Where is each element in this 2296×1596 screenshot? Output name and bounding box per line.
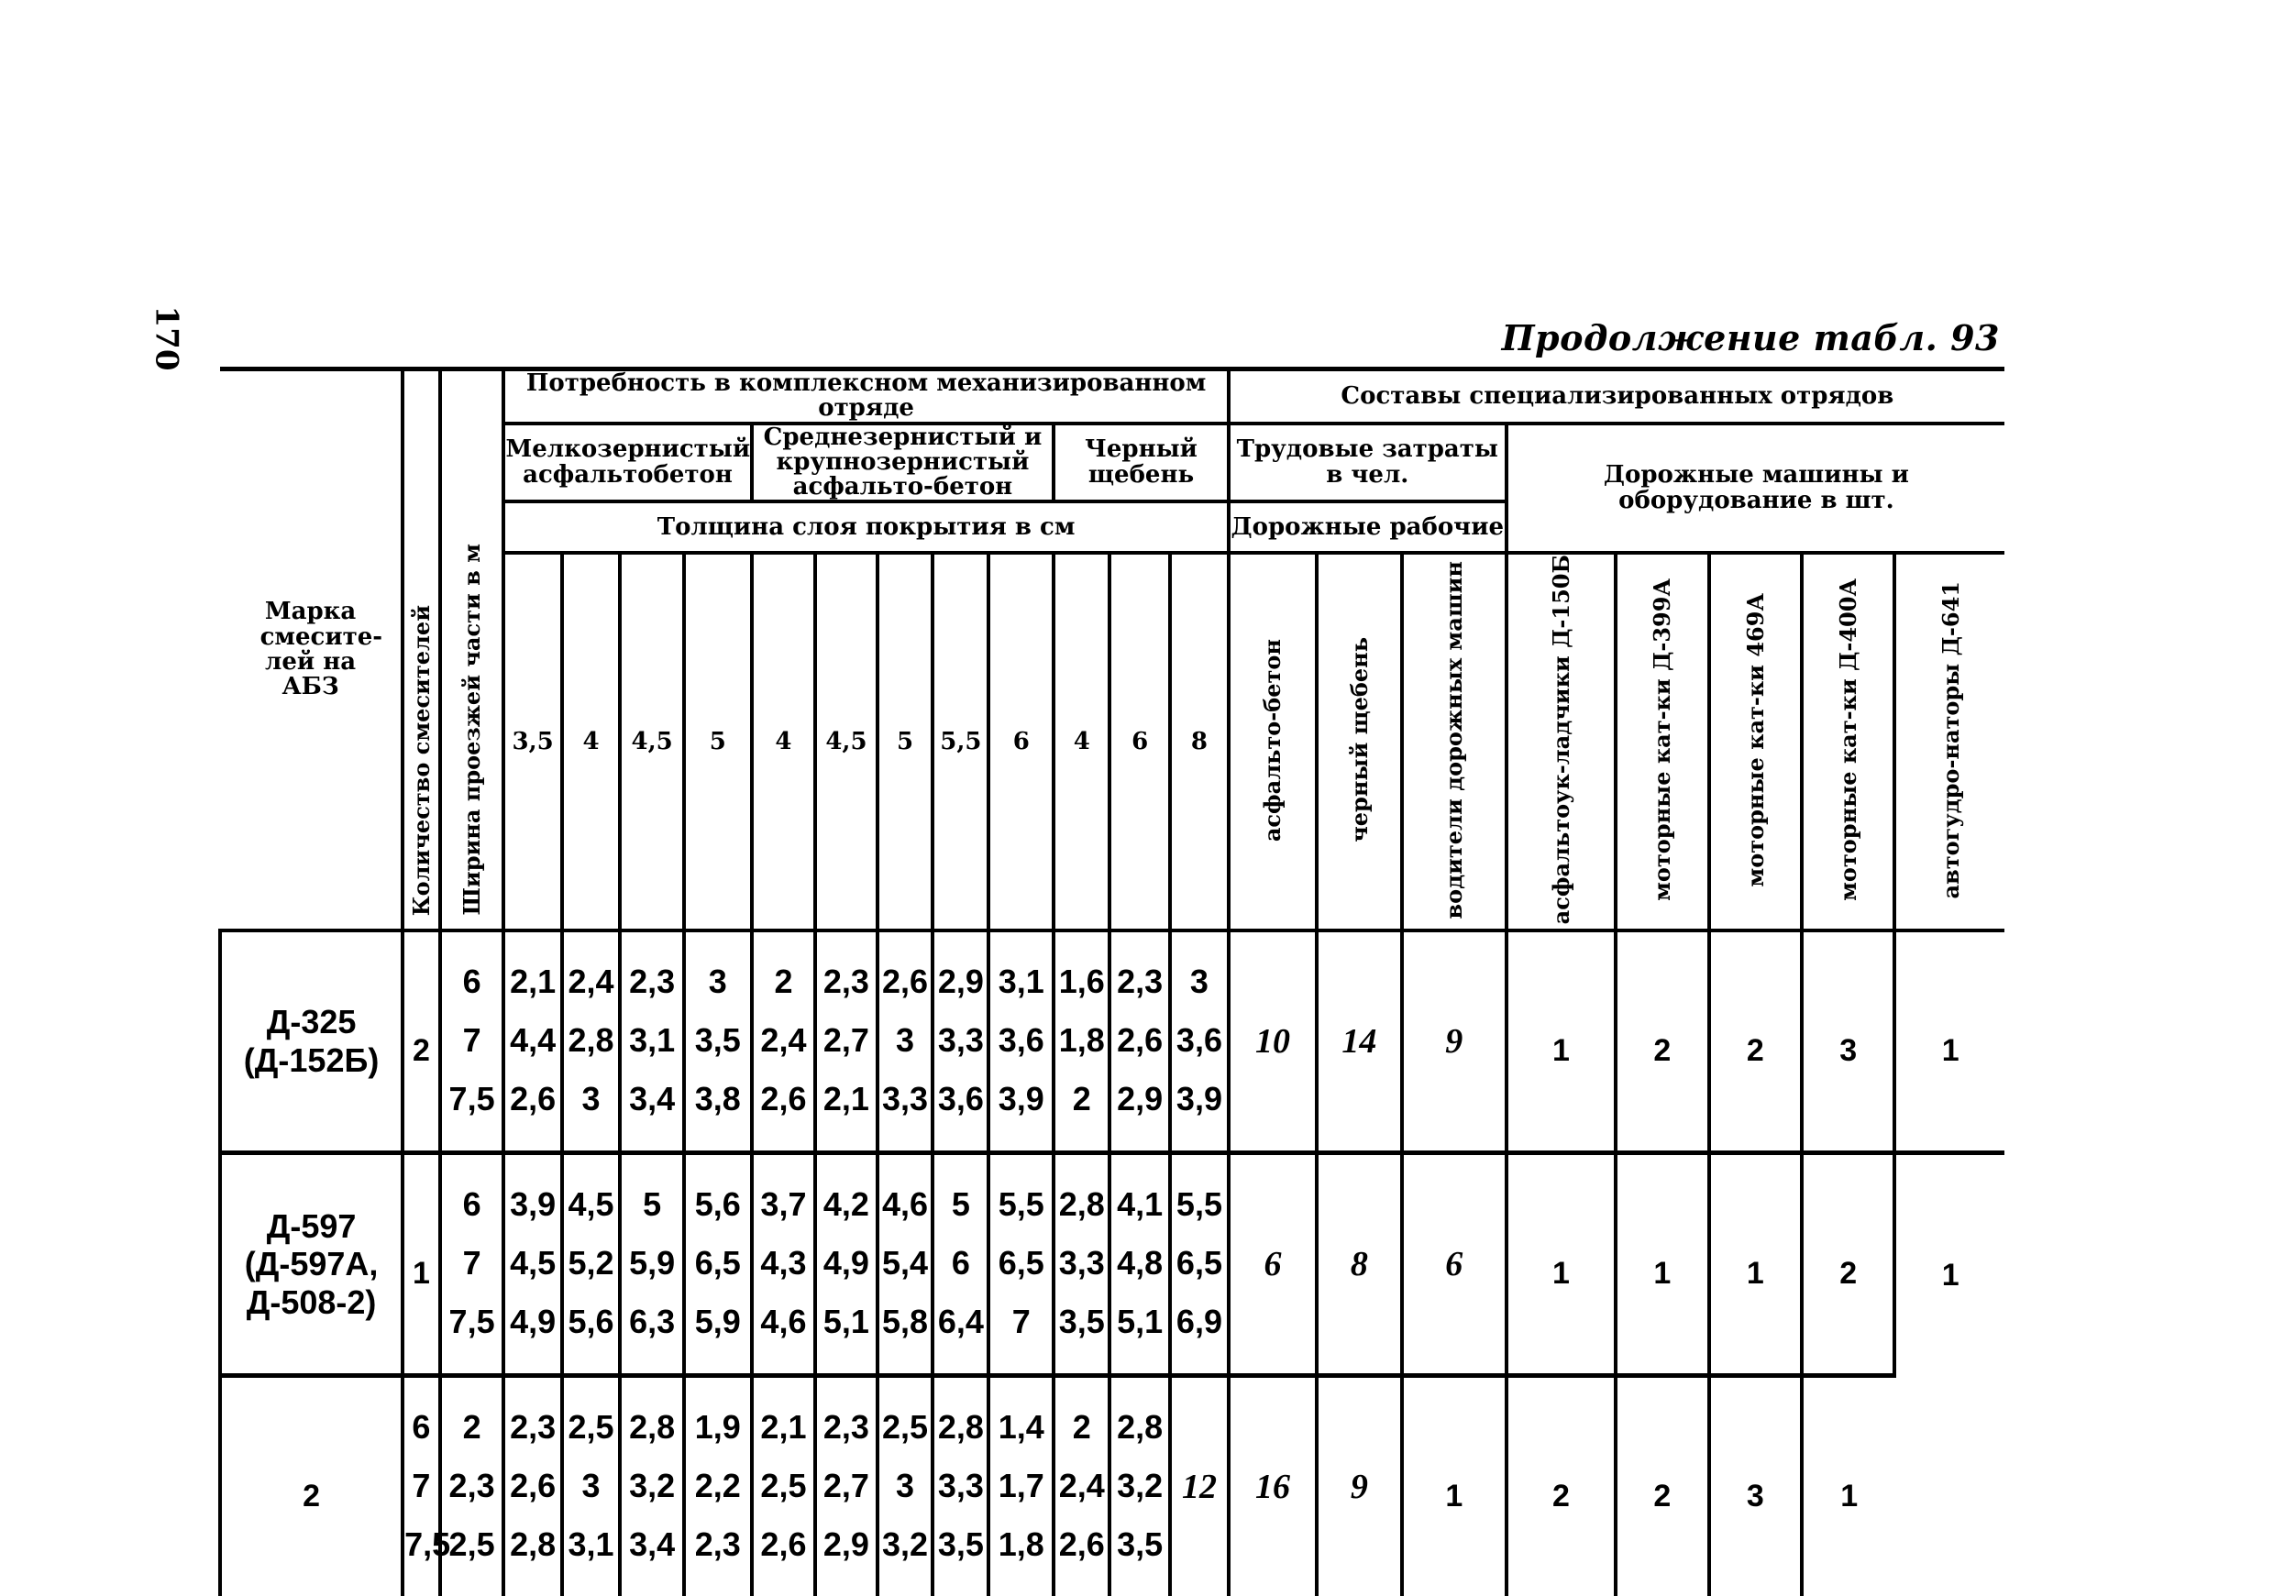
value-cell: 2 [1054,1375,1109,1457]
value-cell: 2,8 [562,1011,620,1070]
need-header: Потребность в комплексном механизированном отряде [503,369,1228,424]
value-cell: 3,5 [684,1011,752,1070]
value-cell: 3,7 [752,1152,816,1234]
value-cell: 4,8 [1109,1234,1170,1293]
width-cell: 7,5 [403,1515,440,1596]
value-cell: 1,8 [988,1515,1054,1596]
labor-drivers: 9 [1317,1375,1402,1596]
value-cell: 3,1 [562,1515,620,1596]
sub-col-header: моторные кат-ки Д-399А [1616,553,1708,930]
machine-count: 1 [1802,1375,1894,1596]
fine-asphalt-header: Мелкозернистый асфальтобетон [503,424,751,502]
value-cell: 2,4 [562,930,620,1011]
col-header-brand [220,369,403,930]
value-cell: 4,1 [1109,1152,1170,1234]
value-cell: 5,4 [878,1234,933,1293]
value-cell: 5 [933,1152,988,1234]
value-cell: 3,5 [1109,1515,1170,1596]
value-cell: 2 [752,930,816,1011]
machine-count: 1 [1402,1375,1507,1596]
width-cell: 7,5 [440,1070,504,1153]
mixer-count: 2 [220,1375,403,1596]
col-header-width [440,369,504,930]
value-cell: 3,3 [1054,1234,1109,1293]
value-cell: 6 [933,1234,988,1293]
sub-col-header: моторные кат-ки Д-400А [1802,553,1894,930]
value-cell: 6,9 [1170,1293,1229,1376]
machine-count: 2 [1709,930,1802,1153]
machine-count: 2 [1802,1152,1894,1375]
value-cell: 3,5 [1054,1293,1109,1376]
value-cell: 3,8 [684,1070,752,1153]
sub-col-header: водители дорожных машин [1402,553,1507,930]
value-cell: 2,3 [503,1375,561,1457]
thickness-header: Толщина слоя покрытия в см [503,501,1228,553]
machine-count: 2 [1507,1375,1616,1596]
mixer-count-label: Количество смесителей [407,604,435,916]
value-cell: 2,5 [440,1515,504,1596]
value-cell: 2,5 [562,1375,620,1457]
machine-count: 1 [1709,1152,1802,1375]
special-header: Составы специализированных отрядов [1229,369,2004,424]
width-cell: 7 [403,1457,440,1515]
thickness-cell: 6 [1109,553,1170,930]
mark-line: Д-597 [266,1206,357,1245]
labor-gravel: 16 [1229,1375,1317,1596]
mark-line: Д-508-2) [246,1282,377,1321]
value-cell: 4,5 [503,1234,561,1293]
machine-count: 3 [1709,1375,1802,1596]
value-cell: 2,6 [752,1070,816,1153]
value-cell: 3,9 [503,1152,561,1234]
value-cell: 3,6 [933,1070,988,1153]
value-cell: 1,8 [1054,1011,1109,1070]
thickness-cell: 5,5 [933,553,988,930]
value-cell: 2,8 [1109,1375,1170,1457]
value-cell: 3,3 [933,1457,988,1515]
value-cell: 2,8 [1054,1152,1109,1234]
value-cell: 2,6 [1109,1011,1170,1070]
value-cell: 6,5 [1170,1234,1229,1293]
value-cell: 2,9 [933,930,988,1011]
labor-header: Трудовые затраты в чел. [1229,424,1507,502]
value-cell: 5,1 [1109,1293,1170,1376]
value-cell: 2 [440,1375,504,1457]
labor-gravel: 14 [1317,930,1402,1153]
machine-count: 1 [1894,930,2004,1153]
value-cell: 5,5 [1170,1152,1229,1234]
value-cell: 3,2 [620,1457,684,1515]
mark-line: Д-325 [266,1003,357,1041]
sub-col-header: автогудро-наторы Д-641 [1894,553,2004,930]
value-cell: 2,4 [1054,1457,1109,1515]
value-cell: 2,8 [503,1515,561,1596]
value-cell: 2,3 [815,930,877,1011]
value-cell: 5,9 [684,1293,752,1376]
group-d325 [220,930,2004,1153]
value-cell: 2,3 [684,1515,752,1596]
value-cell: 3,3 [878,1070,933,1153]
thickness-cell: 4 [1054,553,1109,930]
value-cell: 4,6 [752,1293,816,1376]
road-workers-header: Дорожные рабочие [1229,501,1507,553]
sub-col-header: черный щебень [1317,553,1402,930]
value-cell: 3,9 [988,1070,1054,1153]
machine-count: 1 [1616,1152,1708,1375]
thickness-cell: 4 [562,553,620,930]
value-cell: 3,5 [933,1515,988,1596]
value-cell: 3,9 [1170,1070,1229,1153]
thickness-cell: 4 [752,553,816,930]
value-cell: 3,6 [1170,1011,1229,1070]
value-cell: 4,6 [878,1152,933,1234]
width-cell: 6 [440,930,504,1011]
value-cell: 4,3 [752,1234,816,1293]
mark-cell [220,1152,403,1375]
machine-count: 1 [1507,930,1616,1153]
value-cell: 1,4 [988,1375,1054,1457]
value-cell: 2,4 [752,1011,816,1070]
thickness-cell: 6 [988,553,1054,930]
value-cell: 3 [878,1011,933,1070]
group-d597-count2 [220,1375,2004,1596]
thickness-cell: 8 [1170,553,1229,930]
col-header-mixer-count [403,369,440,930]
value-cell: 3,6 [988,1011,1054,1070]
value-cell: 3 [878,1457,933,1515]
machine-count: 3 [1802,930,1894,1153]
value-cell: 1,6 [1054,930,1109,1011]
value-cell: 2,1 [815,1070,877,1153]
brand-label: Марка смесите-лей на АБЗ [259,598,383,701]
thickness-cell: 4,5 [620,553,684,930]
labor-asphalt: 12 [1170,1375,1229,1596]
machine-count: 1 [1894,1152,2004,1375]
mixer-count: 2 [403,930,440,1153]
value-cell: 3,3 [933,1011,988,1070]
labor-asphalt: 10 [1229,930,1317,1153]
sub-col-header: асфальто-бетон [1229,553,1317,930]
value-cell: 6,3 [620,1293,684,1376]
value-cell: 4,2 [815,1152,877,1234]
value-cell: 3 [562,1070,620,1153]
page-number: 170 [148,305,185,371]
value-cell: 2,5 [752,1457,816,1515]
value-cell: 4,9 [503,1293,561,1376]
machines-header: Дорожные машины и оборудование в шт. [1507,424,2004,554]
value-cell: 3 [1170,930,1229,1011]
mark-cell [220,930,403,1153]
value-cell: 3,4 [620,1515,684,1596]
labor-gravel: 8 [1317,1152,1402,1375]
coarse-asphalt-header: Среднезернистый и крупнозернистый асфальто-бетон [752,424,1054,502]
value-cell: 3,1 [988,930,1054,1011]
labor-drivers: 6 [1402,1152,1507,1375]
width-cell: 7 [440,1011,504,1070]
value-cell: 2,9 [1109,1070,1170,1153]
value-cell: 4,5 [562,1152,620,1234]
machine-count: 1 [1507,1152,1616,1375]
width-cell: 6 [440,1152,504,1234]
width-cell: 7 [440,1234,504,1293]
value-cell: 2,3 [620,930,684,1011]
value-cell: 3,4 [620,1070,684,1153]
value-cell: 2,8 [620,1375,684,1457]
value-cell: 2,2 [684,1457,752,1515]
value-cell: 5 [620,1152,684,1234]
thickness-cell: 5 [878,553,933,930]
data-table [218,367,2004,1596]
value-cell: 3 [562,1457,620,1515]
value-cell: 6,5 [988,1234,1054,1293]
value-cell: 2,6 [1054,1515,1109,1596]
value-cell: 7 [988,1293,1054,1376]
mixer-count: 1 [403,1152,440,1375]
value-cell: 5,8 [878,1293,933,1376]
value-cell: 2,3 [815,1375,877,1457]
value-cell: 6,4 [933,1293,988,1376]
value-cell: 1,9 [684,1375,752,1457]
value-cell: 2 [1054,1070,1109,1153]
mark-line: (Д-152Б) [243,1040,380,1079]
thickness-cell: 5 [684,553,752,930]
value-cell: 3,1 [620,1011,684,1070]
value-cell: 4,9 [815,1234,877,1293]
labor-drivers: 9 [1402,930,1507,1153]
value-cell: 5,9 [620,1234,684,1293]
machine-count: 2 [1616,1375,1708,1596]
value-cell: 6,5 [684,1234,752,1293]
value-cell: 2,3 [1109,930,1170,1011]
value-cell: 2,9 [815,1515,877,1596]
value-cell: 4,4 [503,1011,561,1070]
value-cell: 5,6 [562,1293,620,1376]
value-cell: 2,7 [815,1457,877,1515]
value-cell: 2,7 [815,1011,877,1070]
thickness-cell: 3,5 [503,553,561,930]
value-cell: 2,8 [933,1375,988,1457]
table-caption: Продолжение табл. 93 [1501,317,2000,358]
value-cell: 2,6 [878,930,933,1011]
thickness-cell: 4,5 [815,553,877,930]
sub-col-header: асфальтоук-ладчики Д-150Б [1507,553,1616,930]
value-cell: 5,2 [562,1234,620,1293]
value-cell: 2,1 [752,1375,816,1457]
value-cell: 3,2 [1109,1457,1170,1515]
group-d597-count1 [220,1152,2004,1375]
mark-line: (Д-597А, [244,1245,379,1283]
value-cell: 2,6 [503,1457,561,1515]
value-cell: 5,5 [988,1152,1054,1234]
value-cell: 2,6 [752,1515,816,1596]
value-cell: 5,1 [815,1293,877,1376]
labor-asphalt: 6 [1229,1152,1317,1375]
value-cell: 5,6 [684,1152,752,1234]
value-cell: 3,2 [878,1515,933,1596]
value-cell: 2,6 [503,1070,561,1153]
sub-col-header: моторные кат-ки 469А [1709,553,1802,930]
value-cell: 2,3 [440,1457,504,1515]
black-gravel-header: Черный щебень [1054,424,1228,502]
width-label: Ширина проезжей части в м [458,544,485,916]
width-cell: 6 [403,1375,440,1457]
value-cell: 1,7 [988,1457,1054,1515]
value-cell: 2,1 [503,930,561,1011]
machine-count: 2 [1616,930,1708,1153]
value-cell: 2,5 [878,1375,933,1457]
width-cell: 7,5 [440,1293,504,1376]
value-cell: 3 [684,930,752,1011]
